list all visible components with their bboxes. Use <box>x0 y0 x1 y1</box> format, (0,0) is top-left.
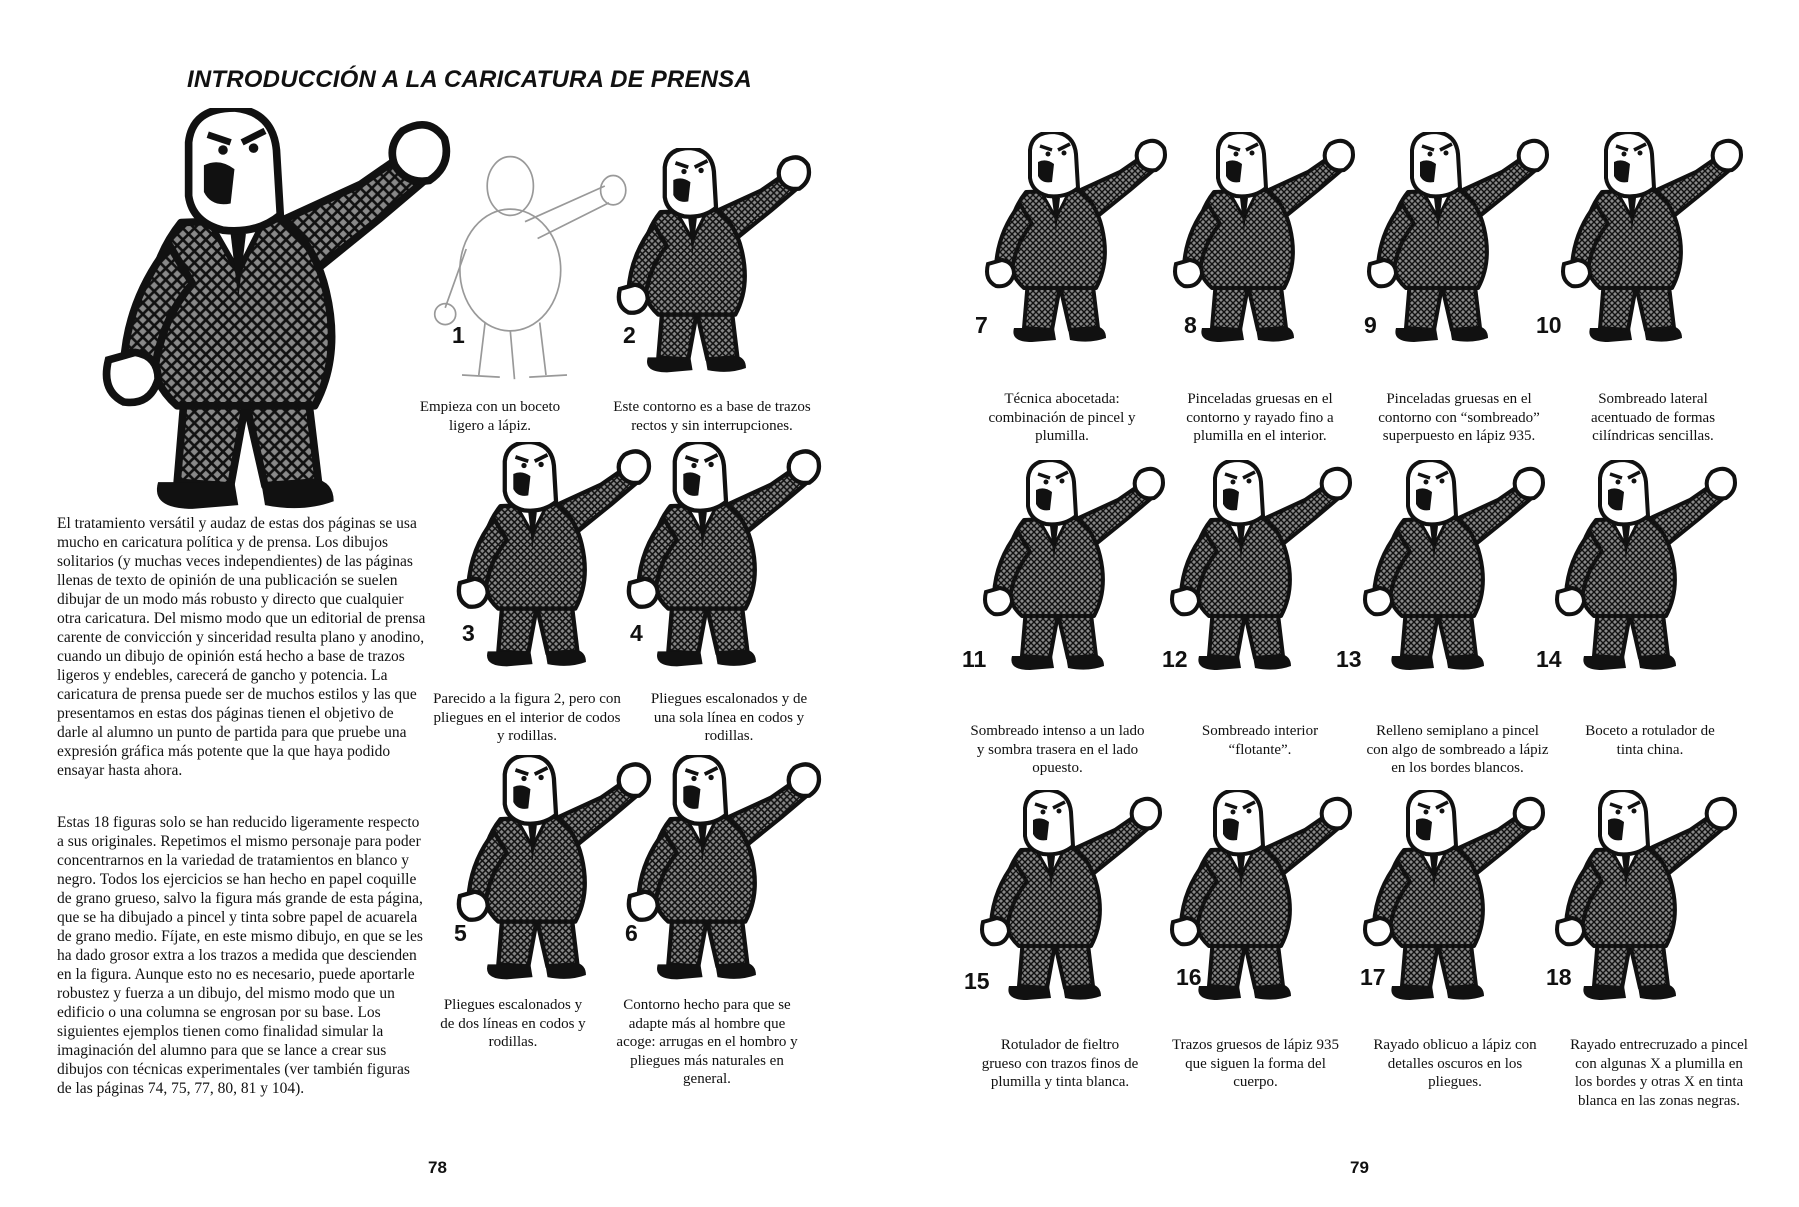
figure-number: 3 <box>462 620 475 646</box>
body-paragraph-2: Estas 18 figuras solo se han reducido ligeramente respecto a sus originales. Repetimos el mismo personaje para poder concentrarnos en la variedad de tratamientos en blanco y negro. Todos los ejercicios se han hecho en papel coquille de grano grueso, salvo la figura más grande de esta página, que se ha dibujado a pincel y tinta sobre papel de acuarela de grano medio. Fíjate, en este mismo dibujo, en que se les ha dado grosor extra a los trazos a medida que descienden en la figura. Aunque esto no es necesario, puede aportarle robustez y fuerza a un dibujo, del mismo modo que un edificio o una columna se engrosan por su base. Los siguientes ejemplos tienen como finalidad simular la imaginación del alumno para que se lance a crear sus dibujos con técnicas experimentales (ver también figuras de las páginas 74, 75, 77, 80, 81 y 104). <box>57 814 423 1097</box>
figure-caption: Rotulador de fieltro grueso con trazos finos de plumilla y tinta blanca. <box>981 1037 1139 1090</box>
figure-caption: Técnica abocetada: combinación de pincel y plumilla. <box>988 391 1136 444</box>
figure-number: 7 <box>975 312 988 338</box>
figure-caption: Sombreado intenso a un lado y sombra trasera en el lado opuesto. <box>970 723 1145 776</box>
large-caricature-figure <box>65 108 465 528</box>
page-number: 78 <box>428 1158 447 1177</box>
figure-number: 13 <box>1336 646 1362 672</box>
figure-number: 2 <box>623 322 636 348</box>
figure-15 <box>965 790 1165 1010</box>
figure-caption: Relleno semiplano a pincel con algo de sombreado a lápiz en los bordes blancos. <box>1366 723 1549 776</box>
body-paragraph-1: El tratamiento versátil y audaz de estas dos páginas se usa mucho en caricatura política y de prensa. Los dibujos solitarios (y muchas veces independientes) de las páginas llenas de texto de opinión de una publicación se suelen dibujar de un modo más robusto y directo que cualquier otra caricatura. Del mismo modo que un editorial de prensa carente de convicción y sinceridad resulta plano y anodino, cuando un dibujo de opinión está hecho a base de trazos ligeros y endebles, carecerá de gancho y potencia. La caricatura de prensa puede ser de muchos estilos y las que presentamos en estas dos páginas tienen el objetivo de darle al alumno un punto de partida para que pruebe una expresión gráfica más potente que la que haya podido ensayar hasta ahora. <box>57 515 426 779</box>
figure-10 <box>1546 132 1746 352</box>
figure-11 <box>968 460 1168 680</box>
figure-number: 17 <box>1360 964 1386 990</box>
figure-caption: Sombreado lateral acentuado de formas cilíndricas sencillas. <box>1590 391 1716 444</box>
figure-number: 16 <box>1176 964 1202 990</box>
figure-caption: Rayado oblicuo a lápiz con detalles oscuros en los pliegues. <box>1373 1037 1537 1090</box>
figure-caption: Pinceladas gruesas en el contorno con “sombreado” superpuesto en lápiz 935. <box>1378 391 1540 444</box>
figure-caption: Este contorno es a base de trazos rectos y sin interrupciones. <box>613 399 811 434</box>
figure-number: 4 <box>630 620 643 646</box>
figure-caption: Boceto a rotulador de tinta china. <box>1585 723 1715 758</box>
figure-caption: Sombreado interior “flotante”. <box>1201 723 1319 758</box>
figure-number: 15 <box>964 968 990 994</box>
figure-caption: Contorno hecho para que se adapte más al hombre que acoge: arrugas en el hombro y pliegues más naturales en general. <box>616 997 798 1087</box>
figure-number: 12 <box>1162 646 1188 672</box>
figure-caption: Parecido a la figura 2, pero con pliegues en el interior de codos y rodillas. <box>433 691 621 744</box>
figure-number: 1 <box>452 322 465 348</box>
right-page <box>900 0 1799 1207</box>
figure-number: 5 <box>454 920 467 946</box>
figure-number: 11 <box>962 646 987 672</box>
figure-caption: Pinceladas gruesas en el contorno y rayado fino a plumilla en el interior. <box>1186 391 1334 444</box>
figure-14 <box>1540 460 1740 680</box>
page-title: INTRODUCCIÓN A LA CARICATURA DE PRENSA <box>187 66 752 93</box>
figure-number: 14 <box>1536 646 1562 672</box>
figure-7 <box>970 132 1170 352</box>
figure-number: 9 <box>1364 312 1377 338</box>
figure-caption: Trazos gruesos de lápiz 935 que siguen la forma del cuerpo. <box>1172 1037 1339 1090</box>
figure-6 <box>610 755 825 990</box>
figure-caption: Pliegues escalonados y de una sola línea en codos y rodillas. <box>650 691 808 744</box>
figure-number: 6 <box>625 920 638 946</box>
figure-13 <box>1348 460 1548 680</box>
figure-9 <box>1352 132 1552 352</box>
figure-caption: Pliegues escalonados y de dos líneas en codos y rodillas. <box>440 997 586 1050</box>
page-number: 79 <box>1350 1158 1369 1177</box>
figure-number: 10 <box>1536 312 1562 338</box>
figure-caption: Empieza con un boceto ligero a lápiz. <box>419 399 561 434</box>
figure-caption: Rayado entrecruzado a pincel con algunas X a plumilla en los bordes y otras X en tinta blanca en las zonas negras. <box>1570 1037 1748 1109</box>
figure-1-sketch <box>420 150 630 390</box>
figure-number: 18 <box>1546 964 1572 990</box>
figure-number: 8 <box>1184 312 1197 338</box>
